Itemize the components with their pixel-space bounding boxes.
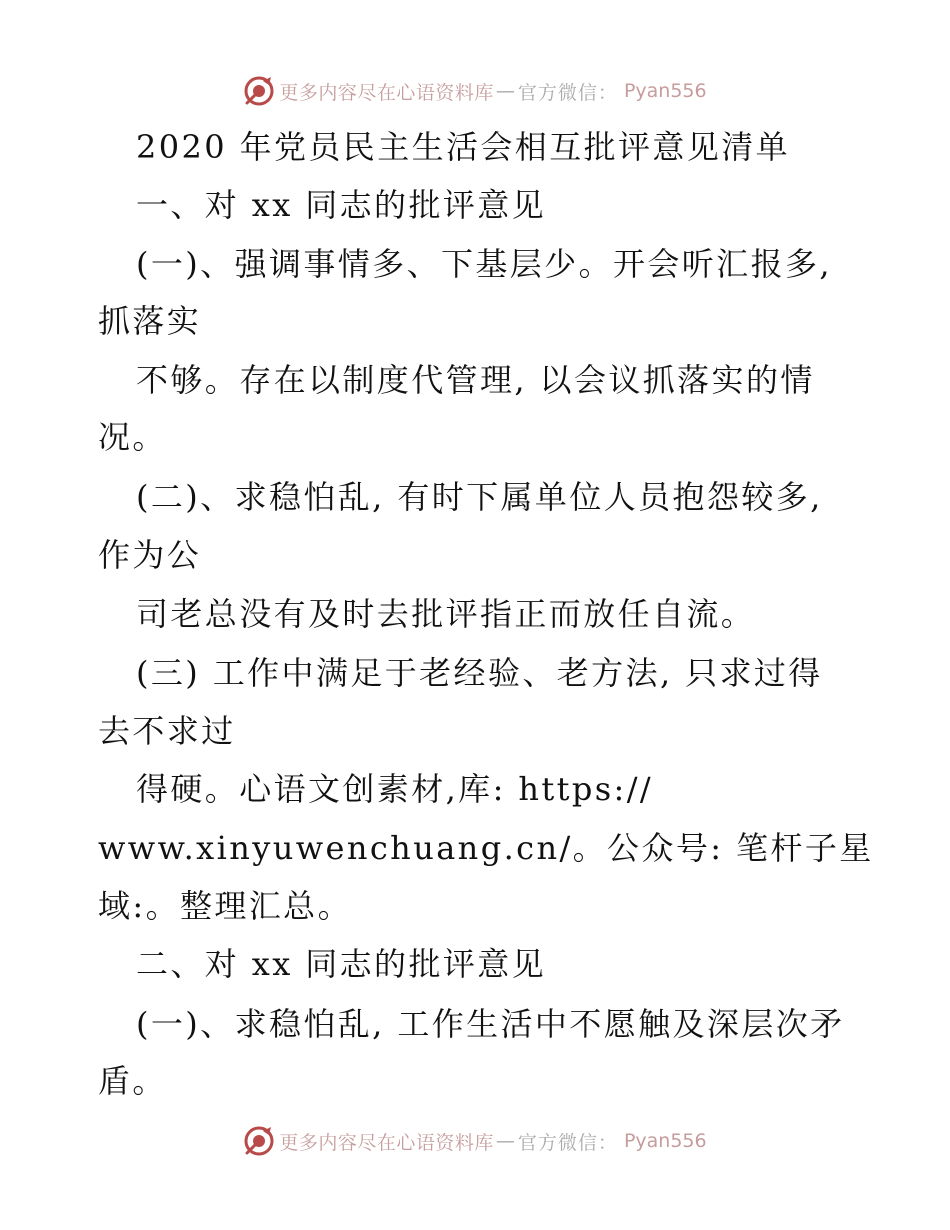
paragraph-line: www.xinyuwenchuang.cn/。公众号: 笔杆子星	[98, 829, 874, 867]
paragraph-line: 抓落实	[98, 302, 202, 340]
paragraph-line: (二)、求稳怕乱, 有时下属单位人员抱怨较多,	[136, 478, 823, 516]
paragraph-line: (一)、强调事情多、下基层少。开会听汇报多,	[136, 245, 832, 283]
watermark-id: Pyan556	[623, 1130, 707, 1152]
paragraph-line: 司老总没有及时去批评指正而放任自流。	[136, 595, 756, 633]
paragraph-line: 盾。	[98, 1062, 167, 1100]
pen-logo-icon	[243, 75, 275, 107]
paragraph-line: 不够。存在以制度代管理, 以会议抓落实的情	[136, 361, 815, 399]
paragraph-line: (三) 工作中满足于老经验、老方法, 只求过得	[136, 654, 823, 692]
watermark-dash: —	[495, 80, 516, 102]
paragraph-line: (一)、求稳怕乱, 工作生活中不愿触及深层次矛	[136, 1005, 845, 1043]
watermark-label: 官方微信：	[517, 81, 618, 104]
watermark-label: 官方微信：	[517, 1131, 618, 1154]
section-heading-2: 二、对 xx 同志的批评意见	[136, 945, 547, 983]
watermark-text: 更多内容尽在心语资料库	[279, 1131, 494, 1154]
footer-watermark	[0, 1121, 950, 1161]
paragraph-line: 况。	[98, 418, 167, 456]
paragraph-line: 域:。整理汇总。	[98, 887, 352, 925]
paragraph-line: 得硬。心语文创素材,库: https://	[136, 770, 654, 808]
watermark-id: Pyan556	[623, 80, 707, 102]
paragraph-line: 去不求过	[98, 712, 236, 750]
watermark-dash: —	[495, 1130, 516, 1152]
header-watermark	[0, 71, 950, 111]
document-title: 2020 年党员民主生活会相互批评意见清单	[136, 128, 791, 166]
pen-logo-icon	[243, 1125, 275, 1157]
section-heading-1: 一、对 xx 同志的批评意见	[136, 186, 547, 224]
paragraph-line: 作为公	[98, 536, 202, 574]
watermark-text: 更多内容尽在心语资料库	[279, 81, 494, 104]
